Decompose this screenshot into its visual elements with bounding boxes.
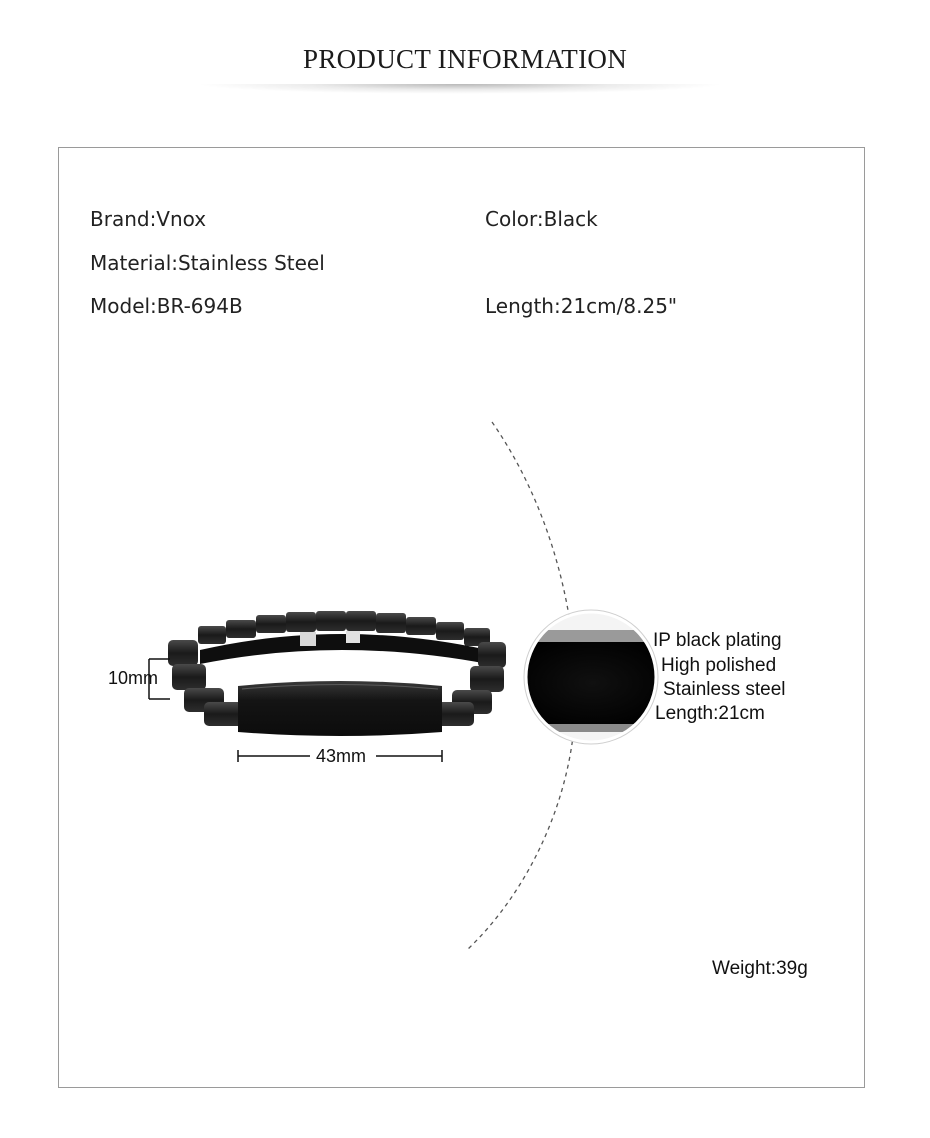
zoom-detail-circle [520, 610, 665, 745]
bracelet-back-links [198, 611, 490, 664]
spec-brand: Brand:Vnox [90, 207, 207, 231]
page-title: PRODUCT INFORMATION [303, 44, 627, 74]
spec-length: Length:21cm/8.25" [485, 294, 678, 318]
weight-label: Weight:39g [712, 958, 808, 979]
spec-color: Color:Black [485, 207, 598, 231]
width-dimension-label: 43mm [316, 746, 367, 766]
id-plate [238, 681, 442, 736]
callout-length: Length:21cm [655, 703, 765, 724]
spec-model: Model:BR-694B [90, 294, 243, 318]
callout-polish: High polished [661, 655, 777, 676]
spec-material: Material:Stainless Steel [90, 251, 325, 275]
callout-material: Stainless steel [663, 679, 786, 700]
callout-plating: IP black plating [653, 630, 782, 651]
height-dimension-label: 10mm [108, 668, 159, 688]
